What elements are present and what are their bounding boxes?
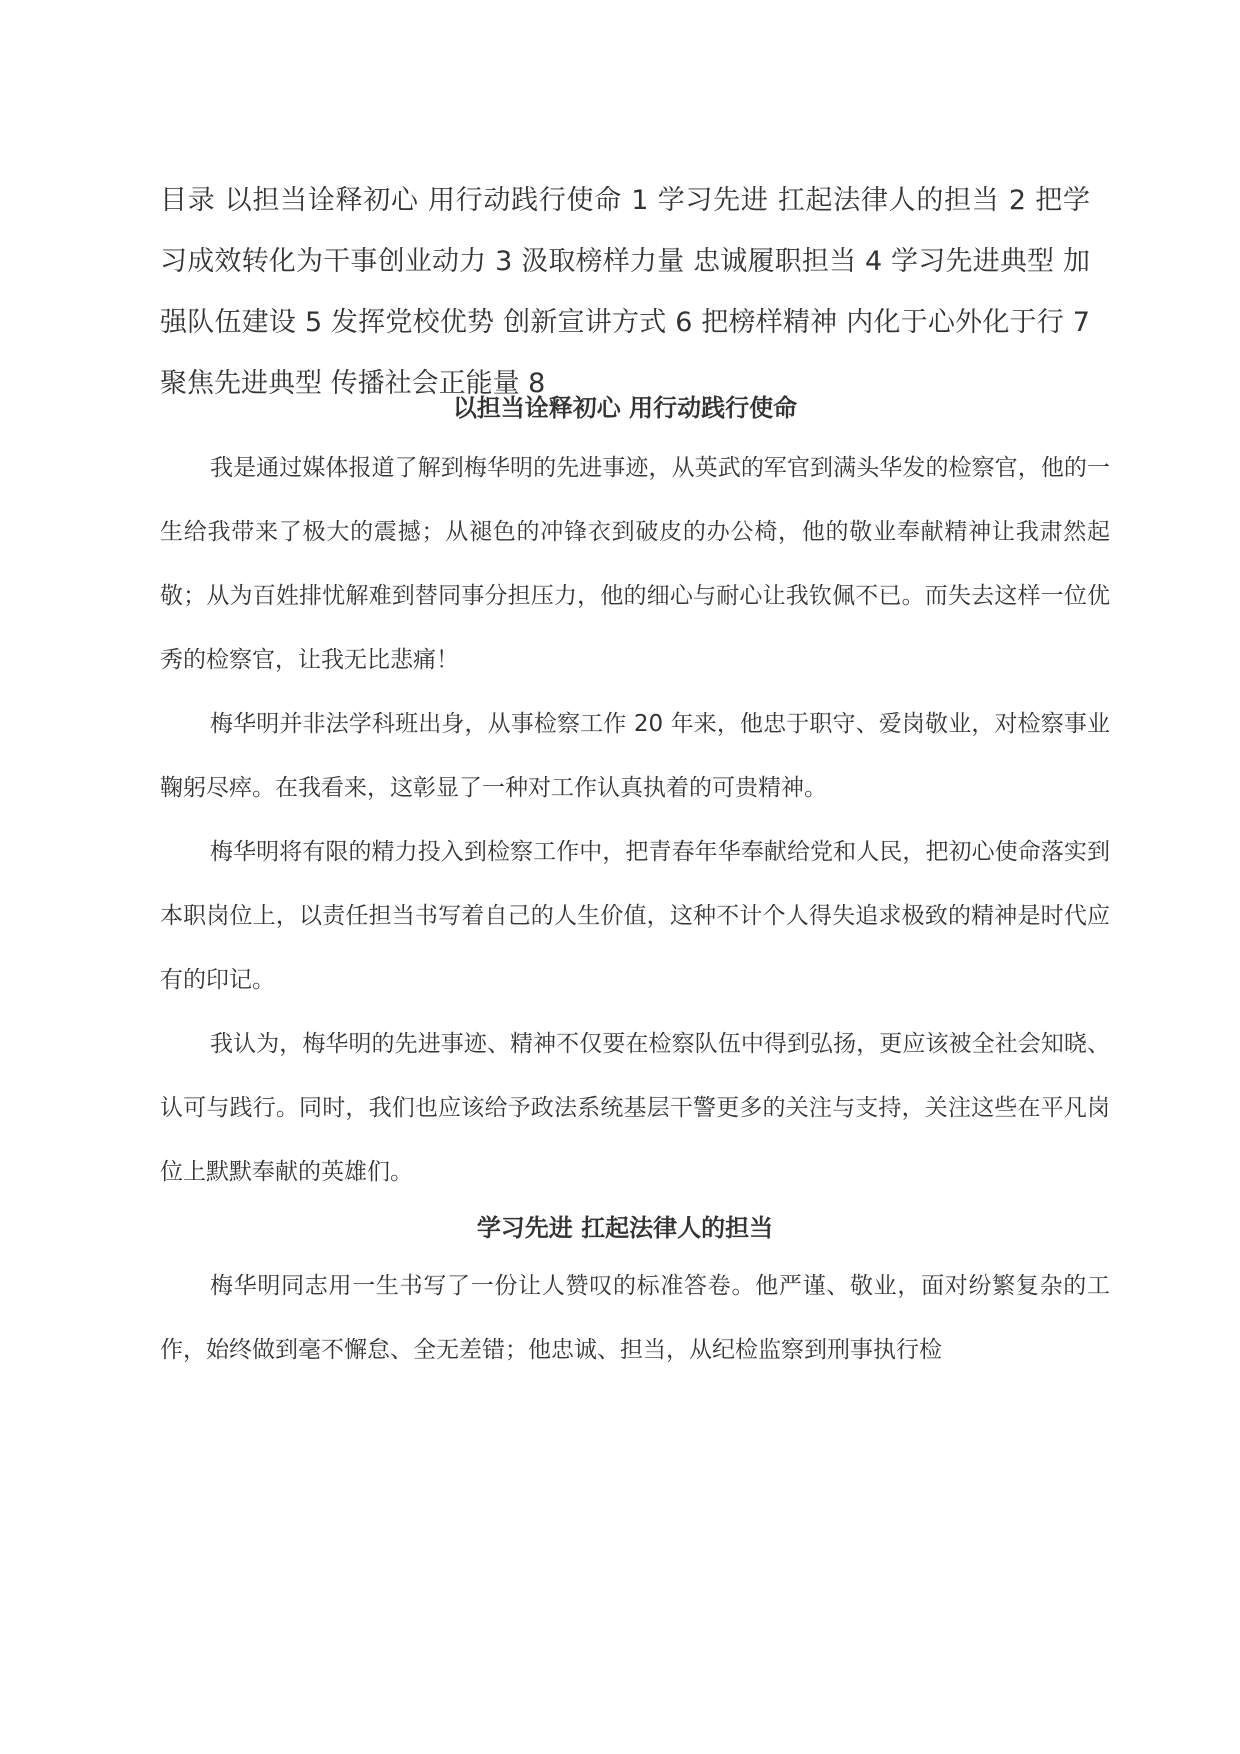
section-1-paragraph: 梅华明将有限的精力投入到检察工作中，把青春年华奉献给党和人民，把初心使命落实到本职岗位上，以责任担当书写着自己的人生价值，这种不计个人得失追求极致的精神是时代应有的印记。 bbox=[160, 839, 1110, 993]
section-1-paragraph: 梅华明并非法学科班出身，从事检察工作 20 年来，他忠于职守、爱岗敬业，对检察事业鞠躬尽瘁。在我看来，这彰显了一种对工作认真执着的可贵精神。 bbox=[160, 711, 1110, 801]
section-1-paragraph: 我是通过媒体报道了解到梅华明的先进事迹，从英武的军官到满头华发的检察官，他的一生给我带来了极大的震撼；从褪色的冲锋衣到破皮的办公椅，他的敬业奉献精神让我肃然起敬；从为百姓排忧解难到替同事分担压力，他的细心与耐心让我钦佩不已。而失去这样一位优秀的检察官，让我无比悲痛！ bbox=[160, 455, 1110, 673]
section-1-paragraph: 我认为，梅华明的先进事迹、精神不仅要在检察队伍中得到弘扬，更应该被全社会知晓、认可与践行。同时，我们也应该给予政法系统基层干警更多的关注与支持，关注这些在平凡岗位上默默奉献的英雄们。 bbox=[160, 1031, 1110, 1185]
table-of-contents: 目录 以担当诠释初心 用行动践行使命 1 学习先进 扛起法律人的担当 2 把学习成效转化为干事创业动力 3 汲取榜样力量 忠诚履职担当 4 学习先进典型 加强队伍建设 5 发挥党校优势 创新宣讲方式 6 把榜样精神 内化于心外化于行 7 聚焦先进典型 传播社会正能量 8 bbox=[160, 185, 1090, 399]
section-2-title: 学习先进 扛起法律人的担当 bbox=[476, 1214, 774, 1242]
section-1-title: 以担当诠释初心 用行动践行使命 bbox=[452, 394, 798, 422]
section-2-paragraph: 梅华明同志用一生书写了一份让人赞叹的标准答卷。他严谨、敬业，面对纷繁复杂的工作，始终做到毫不懈怠、全无差错；他忠诚、担当，从纪检监察到刑事执行检 bbox=[160, 1273, 1110, 1363]
